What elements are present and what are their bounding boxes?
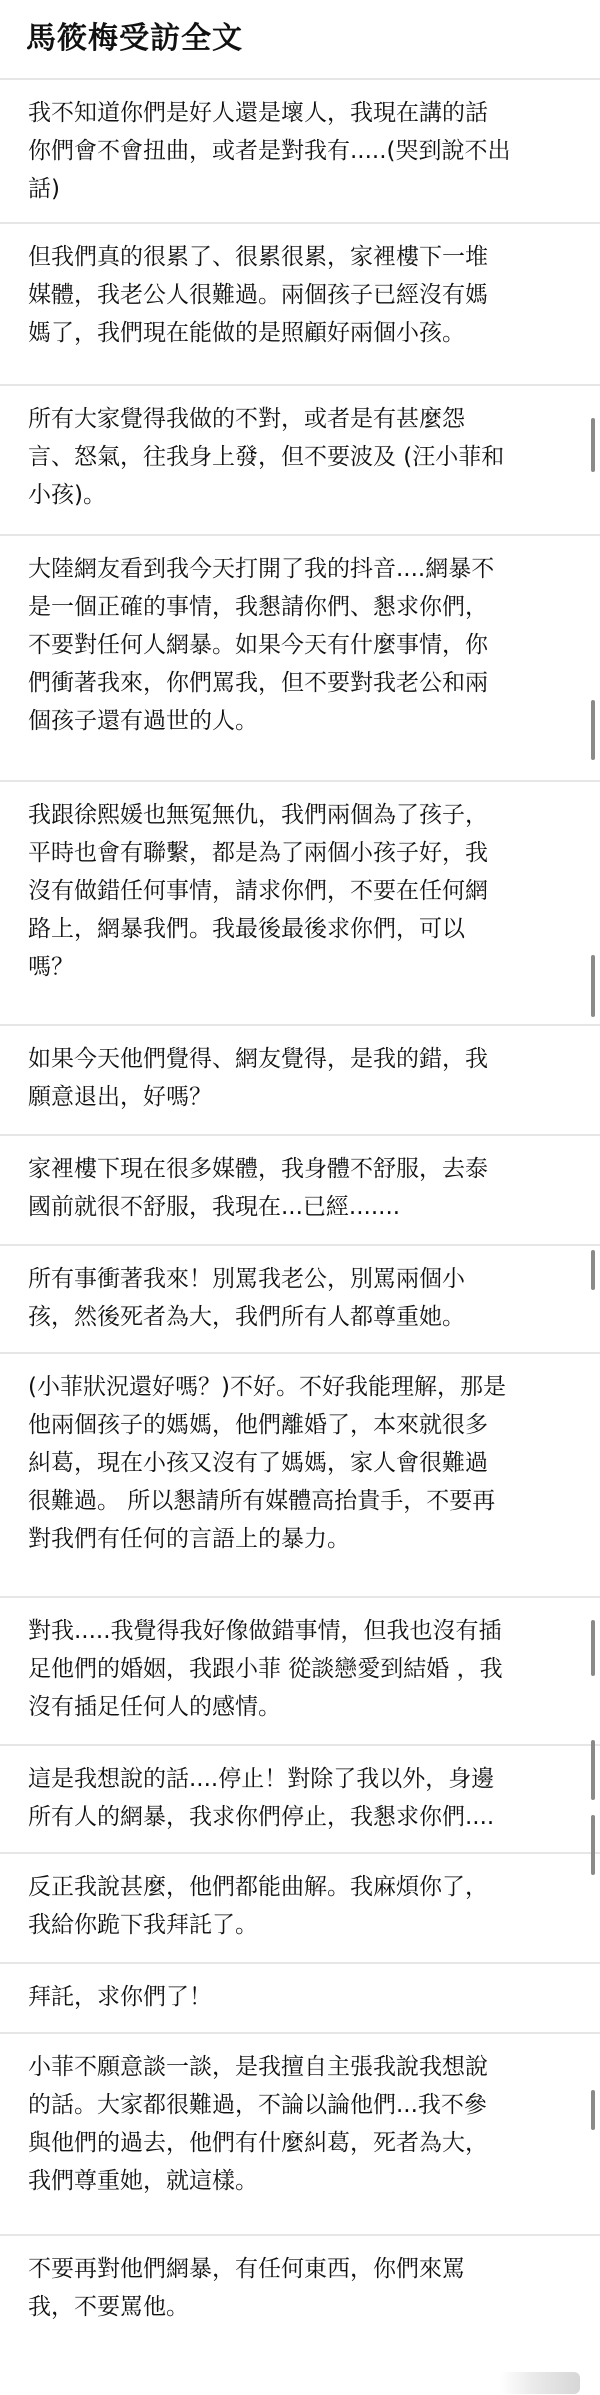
paragraph-divider <box>0 2234 600 2236</box>
paragraph-line: 孩，然後死者為大，我們所有人都尊重她。 <box>28 1304 465 1330</box>
paragraph-line: 這是我想說的話....停止！對除了我以外，身邊 <box>28 1766 495 1792</box>
scroll-indicator <box>591 1620 595 1676</box>
paragraph <box>28 1040 580 1116</box>
paragraph-line: 我不知道你們是好人還是壞人，我現在講的話 <box>28 100 488 126</box>
paragraph <box>28 94 580 208</box>
paragraph <box>28 796 580 986</box>
paragraph-line: 我跟徐熙媛也無冤無仇，我們兩個為了孩子， <box>28 802 488 828</box>
paragraph-line: 小孩)。 <box>28 482 106 508</box>
paragraph-line: 路上，網暴我們。我最後最後求你們，可以 <box>28 916 465 942</box>
paragraph-divider <box>0 1852 600 1854</box>
paragraph-line: 國前就很不舒服，我現在...已經....... <box>28 1194 401 1220</box>
paragraph-line: 個孩子還有過世的人。 <box>28 708 258 734</box>
paragraph-line: 反正我說甚麼，他們都能曲解。我麻煩你了， <box>28 1874 488 1900</box>
paragraph-divider <box>0 1352 600 1354</box>
paragraph-line: 但我們真的很累了、很累很累，家裡樓下一堆 <box>28 244 488 270</box>
paragraph-divider <box>0 534 600 536</box>
paragraph <box>28 400 580 514</box>
paragraph-line: 嗎？ <box>28 954 74 980</box>
paragraph-line: 與他們的過去，他們有什麼糾葛，死者為大， <box>28 2130 488 2156</box>
paragraph-divider <box>0 1244 600 1246</box>
paragraph-line: 他兩個孩子的媽媽，他們離婚了，本來就很多 <box>28 1412 488 1438</box>
paragraph <box>28 2048 580 2200</box>
paragraph <box>28 1760 580 1836</box>
paragraph-line: 我給你跪下我拜託了。 <box>28 1912 258 1938</box>
paragraph-line: 媽了，我們現在能做的是照顧好兩個小孩。 <box>28 320 465 346</box>
paragraph-line: 拜託，求你們了！ <box>28 1984 212 2010</box>
paragraph-line: 沒有插足任何人的感情。 <box>28 1694 281 1720</box>
paragraph-divider <box>0 780 600 782</box>
paragraph-divider <box>0 222 600 224</box>
paragraph-line: 不要對任何人網暴。如果今天有什麼事情，你 <box>28 632 488 658</box>
paragraph <box>28 238 580 352</box>
paragraph <box>28 1260 580 1336</box>
scroll-indicator <box>591 955 595 1017</box>
paragraph-line: 大陸網友看到我今天打開了我的抖音....網暴不 <box>28 556 495 582</box>
paragraph-line: 小菲不願意談一談，是我擅自主張我說我想說 <box>28 2054 488 2080</box>
article-title: 馬筱梅受訪全文 <box>26 21 243 56</box>
scroll-indicator <box>591 1250 595 1290</box>
paragraph-line: 所有人的網暴，我求你們停止，我懇求你們.... <box>28 1804 495 1830</box>
scroll-indicator <box>591 700 595 760</box>
paragraph-line: 媒體，我老公人很難過。兩個孩子已經沒有媽 <box>28 282 488 308</box>
paragraph-line: 所有大家覺得我做的不對，或者是有甚麼怨 <box>28 406 465 432</box>
paragraph-line: 你們會不會扭曲，或者是對我有.....(哭到說不出 <box>28 138 511 164</box>
paragraph-line: 對我們有任何的言語上的暴力。 <box>28 1526 350 1552</box>
paragraph-divider <box>0 1596 600 1598</box>
watermark-blur <box>500 2372 580 2394</box>
paragraph-line: 對我.....我覺得我好像做錯事情，但我也沒有插 <box>28 1618 502 1644</box>
paragraph-line: 不要再對他們網暴，有任何東西，你們來罵 <box>28 2256 465 2282</box>
paragraph-line: 家裡樓下現在很多媒體，我身體不舒服，去泰 <box>28 1156 488 1182</box>
paragraph-line: 所有事衝著我來！別罵我老公，別罵兩個小 <box>28 1266 465 1292</box>
scroll-indicator <box>591 2090 595 2130</box>
paragraph <box>28 1368 580 1558</box>
paragraph <box>28 1150 580 1226</box>
paragraph-line: 們衝著我來，你們罵我，但不要對我老公和兩 <box>28 670 488 696</box>
paragraph-divider <box>0 1024 600 1026</box>
paragraph-divider <box>0 1962 600 1964</box>
paragraph-line: 足他們的婚姻，我跟小菲 從談戀愛到結婚 ，我 <box>28 1656 503 1682</box>
paragraph <box>28 1612 580 1726</box>
paragraph-divider <box>0 2032 600 2034</box>
paragraph <box>28 1868 580 1944</box>
paragraph-line: (小菲狀況還好嗎？)不好。不好我能理解，那是 <box>28 1374 506 1400</box>
paragraph <box>28 1978 580 2016</box>
paragraph-line: 如果今天他們覺得、網友覺得，是我的錯，我 <box>28 1046 488 1072</box>
paragraph <box>28 2250 580 2326</box>
scroll-indicator <box>591 418 595 472</box>
paragraph-line: 話) <box>28 176 60 202</box>
scroll-indicator <box>591 1815 595 1875</box>
paragraph-line: 言、怒氣，往我身上發，但不要波及 (汪小菲和 <box>28 444 505 470</box>
paragraph <box>28 550 580 740</box>
scroll-indicator <box>591 1740 595 1800</box>
paragraph-line: 我，不要罵他。 <box>28 2294 189 2320</box>
paragraph-line: 是一個正確的事情，我懇請你們、懇求你們， <box>28 594 488 620</box>
paragraph-line: 我們尊重她，就這樣。 <box>28 2168 258 2194</box>
paragraph-line: 平時也會有聯繫，都是為了兩個小孩子好，我 <box>28 840 488 866</box>
paragraph-divider <box>0 1134 600 1136</box>
paragraph-line: 很難過。 所以懇請所有媒體高抬貴手，不要再 <box>28 1488 496 1514</box>
paragraph-line: 願意退出，好嗎？ <box>28 1084 212 1110</box>
paragraph-line: 的話。大家都很難過，不論以論他們...我不參 <box>28 2092 487 2118</box>
title-divider <box>0 78 600 80</box>
paragraph-line: 沒有做錯任何事情，請求你們，不要在任何網 <box>28 878 488 904</box>
paragraph-divider <box>0 384 600 386</box>
paragraph-line: 糾葛，現在小孩又沒有了媽媽，家人會很難過 <box>28 1450 488 1476</box>
paragraph-divider <box>0 1744 600 1746</box>
